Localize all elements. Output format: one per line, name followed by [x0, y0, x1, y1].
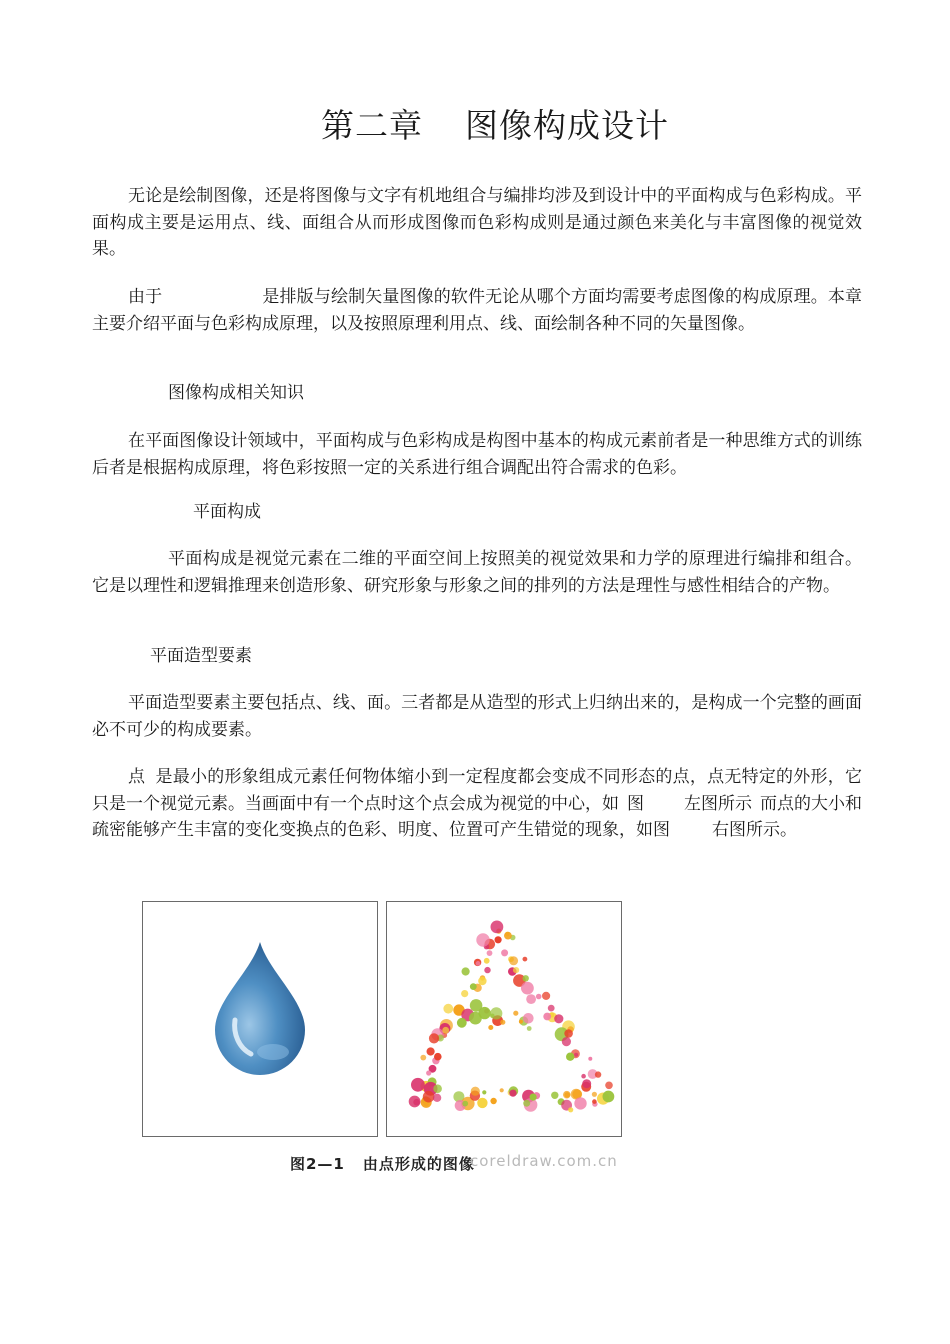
- software-paragraph-rest: 是排版与绘制矢量图像的软件无论从哪个方面均需要考虑图像的构成原理。本章主要介绍平面与色彩构成原理，以及按照原理利用点、线、面绘制各种不同的矢量图像。: [92, 287, 863, 334]
- flower-dot: [461, 990, 468, 997]
- flower-triangle-image: [386, 901, 622, 1137]
- subsection-heading-elements: 平面造型要素: [150, 646, 252, 666]
- water-drop-graphic: [143, 902, 377, 1136]
- flower-dot: [471, 1087, 480, 1096]
- flower-dot: [548, 1005, 555, 1012]
- flower-dot: [470, 983, 477, 990]
- figure-caption-number: 图2—1: [290, 1155, 345, 1173]
- flower-dot: [429, 1033, 439, 1043]
- flower-triangle-graphic: [387, 902, 621, 1136]
- flower-dot: [413, 1099, 420, 1106]
- flower-dot: [457, 1018, 467, 1028]
- flower-dot: [500, 1020, 505, 1025]
- flower-dot: [530, 1094, 537, 1101]
- flower-dot: [423, 1091, 435, 1103]
- flower-dot: [500, 1088, 504, 1092]
- flower-dot: [442, 1027, 449, 1034]
- flower-dot: [592, 1099, 597, 1104]
- flower-dot: [491, 921, 504, 934]
- flower-dot: [476, 961, 481, 966]
- flower-dot: [527, 1026, 532, 1031]
- flower-dot: [564, 1092, 570, 1098]
- flower-dot: [426, 1070, 431, 1075]
- flower-dot: [562, 1037, 571, 1046]
- flower-dot: [554, 1014, 563, 1023]
- flower-dot: [564, 1029, 573, 1038]
- flower-dot: [542, 992, 550, 1000]
- flower-dot: [509, 1090, 516, 1097]
- flower-dot: [523, 1013, 534, 1024]
- chapter-title: [0, 100, 950, 147]
- flower-dot: [462, 1101, 468, 1107]
- flower-dot: [488, 1025, 493, 1030]
- plane-composition-paragraph: 平面构成是视觉元素在二维的平面空间上按照美的视觉效果和力学的原理进行编排和组合。它是以理性和逻辑推理来创造形象、研究形象与形象之间的排列的方法是理性与感性相结合的产物。: [92, 549, 862, 596]
- figure-caption: [290, 1153, 475, 1174]
- flower-dot: [433, 1094, 441, 1102]
- point-text-2: 左图所示: [684, 793, 752, 814]
- flower-dot: [490, 1007, 502, 1019]
- point-text-4: 右图所示。: [712, 820, 797, 840]
- software-paragraph: [92, 284, 862, 337]
- point-text-3: 而点的大小和疏密能够产生丰富的变化变换点的色彩、明度、位置可产生错觉的现象，如图: [92, 793, 862, 840]
- flower-dot: [521, 982, 534, 995]
- flower-dot: [443, 1004, 453, 1014]
- chapter-name: 图像构成设计: [465, 106, 669, 145]
- section-heading: 图像构成相关知识: [168, 383, 304, 403]
- flower-dot: [476, 933, 489, 946]
- point-figure-ref-1: 图: [627, 793, 644, 814]
- figure-2-1: [142, 901, 642, 1181]
- flower-dot: [523, 975, 529, 981]
- flower-dot: [605, 1082, 613, 1090]
- point-term: 点: [128, 767, 146, 787]
- flower-dot: [574, 1053, 578, 1057]
- chapter-number: 第二章: [321, 106, 423, 145]
- flower-dot: [582, 1079, 591, 1088]
- flower-dot: [603, 1091, 615, 1103]
- flower-dot: [523, 957, 528, 962]
- flower-dot: [420, 1055, 426, 1061]
- flower-dot: [478, 977, 486, 985]
- flower-dot: [595, 1071, 601, 1077]
- flower-dot: [509, 956, 518, 965]
- elements-paragraph: 平面造型要素主要包括点、线、面。三者都是从造型的形式上归纳出来的，是构成一个完整的画面必不可少的构成要素。: [92, 693, 862, 740]
- flower-dot: [482, 1090, 486, 1094]
- flower-dot: [487, 950, 493, 956]
- flower-dot: [434, 1053, 442, 1061]
- flower-dot: [504, 932, 512, 940]
- flower-dot: [536, 994, 542, 1000]
- flower-dot: [592, 1092, 597, 1097]
- flower-dot: [490, 1098, 496, 1104]
- flower-dot: [477, 1098, 487, 1108]
- flower-dot: [526, 994, 536, 1004]
- flower-dot: [513, 967, 519, 973]
- flower-dot: [519, 1020, 523, 1024]
- point-paragraph: [92, 764, 862, 844]
- subsection-heading-plane: 平面构成: [193, 502, 261, 522]
- flower-dot: [551, 1092, 558, 1099]
- flower-dot: [411, 1078, 425, 1092]
- software-paragraph-start: 由于: [128, 287, 163, 307]
- flower-dot: [581, 1074, 586, 1079]
- flower-dot: [462, 967, 470, 975]
- flower-dot: [427, 1047, 435, 1055]
- flower-dot: [523, 1100, 530, 1107]
- point-text-1: 是最小的形象组成元素任何物体缩小到一定程度都会变成不同形态的点，点无特定的外形，它只是一个视觉元素。当画面中有一个点时这个点会成为视觉的中心，如: [92, 767, 863, 814]
- section-paragraph: 在平面图像设计领域中，平面构成与色彩构成是构图中基本的构成元素前者是一种思维方式的训练后者是根据构成原理，将色彩按照一定的关系进行组合调配出符合需求的色彩。: [92, 431, 862, 478]
- flower-dot: [513, 1011, 518, 1016]
- water-drop-image: [142, 901, 378, 1137]
- flower-dot: [495, 936, 502, 943]
- flower-dot: [433, 1084, 442, 1093]
- flower-dot: [566, 1053, 574, 1061]
- flower-dot: [568, 1107, 573, 1112]
- flower-dot: [484, 967, 490, 973]
- flower-dot: [543, 1013, 551, 1021]
- flower-dot: [478, 1007, 490, 1019]
- flower-dot: [588, 1057, 592, 1061]
- watermark: coreldraw.com.cn: [470, 1152, 618, 1170]
- flower-dot: [484, 958, 490, 964]
- flower-dot: [574, 1097, 586, 1109]
- intro-paragraph: 无论是绘制图像，还是将图像与文字有机地组合与编排均涉及到设计中的平面构成与色彩构成。平面构成主要是运用点、线、面组合从而形成图像而色彩构成则是通过颜色来美化与丰富图像的视觉效果。: [92, 186, 862, 259]
- flower-dot: [501, 949, 508, 956]
- figure-caption-text: 由点形成的图像: [362, 1155, 475, 1173]
